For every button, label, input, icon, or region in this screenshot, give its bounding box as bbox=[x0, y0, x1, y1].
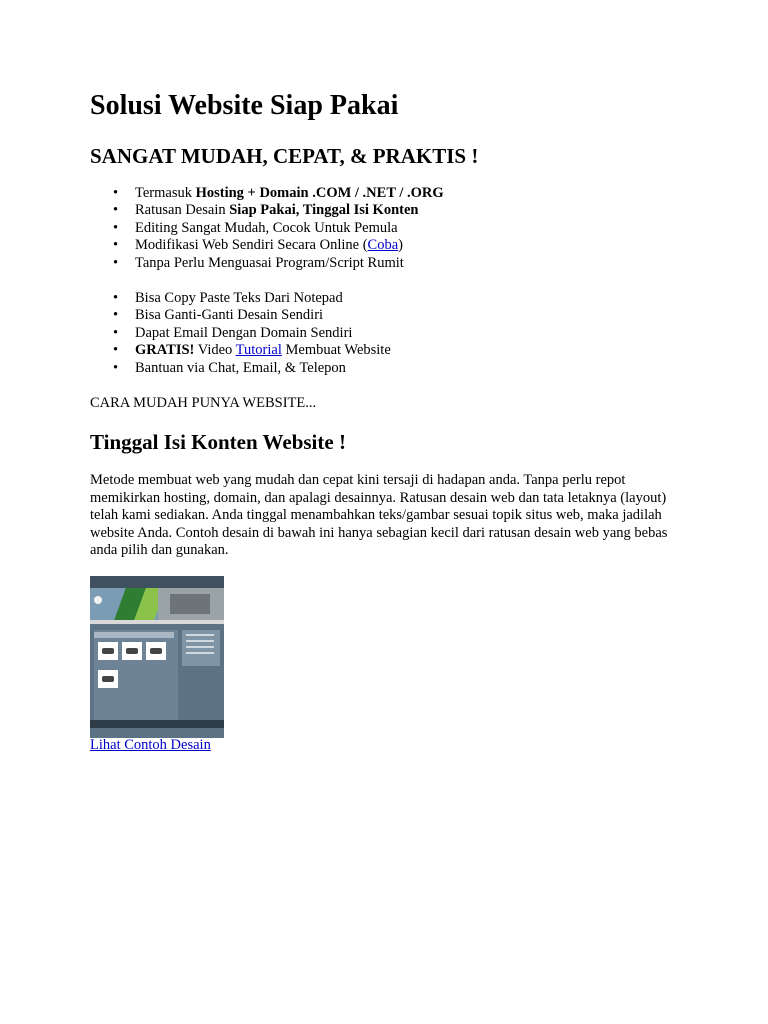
list-item-text: Bisa Copy Paste Teks Dari Notepad bbox=[135, 290, 343, 306]
list-item-text: Editing Sangat Mudah, Cocok Untuk Pemula bbox=[135, 219, 398, 236]
list-item-bold: GRATIS! bbox=[135, 342, 195, 359]
list-item-text: Membuat Website bbox=[281, 342, 391, 359]
page-title: Solusi Website Siap Pakai bbox=[90, 90, 399, 121]
thumbnail-product bbox=[146, 642, 166, 660]
body-paragraph: Metode membuat web yang mudah dan cepat kini tersaji di hadapan anda. Tanpa perlu repot memikirkan hosting, domain, dan apalagi desainnya. Ratusan desain web dan tata letaknya (layout) telah kami sediakan. Anda tinggal menambahkan teks/gambar sesuai topik situs web, maka jadilah website Anda. Contoh desain di bawah ini hanya sebagian kecil dari ratusan desain web yang bebas anda pilih dan gunakan. bbox=[90, 472, 668, 558]
list-item-text: Modifikasi Web Sendiri Secara Online ( bbox=[135, 237, 368, 254]
features-list-1 bbox=[90, 185, 444, 272]
features-list-2 bbox=[90, 290, 391, 377]
thumbnail-product bbox=[98, 642, 118, 660]
list-item-bold: Hosting + Domain .COM / .NET / .ORG bbox=[195, 185, 444, 201]
thumbnail-logo bbox=[94, 596, 102, 604]
lihat-contoh-desain-link[interactable]: Lihat Contoh Desain bbox=[90, 737, 211, 753]
thumbnail-photo-detail bbox=[170, 594, 210, 614]
list-item-text: ) bbox=[398, 237, 403, 254]
cara-text: CARA MUDAH PUNYA WEBSITE... bbox=[90, 395, 317, 411]
section-title: Tinggal Isi Konten Website ! bbox=[90, 430, 346, 454]
caption bbox=[90, 737, 211, 754]
list-item-text: Termasuk bbox=[135, 185, 196, 201]
list-item-text: Ratusan Desain bbox=[135, 202, 230, 219]
list-item-text: Bantuan via Chat, Email, & Telepon bbox=[135, 359, 346, 376]
thumbnail-sidebar-line bbox=[186, 640, 214, 642]
list-item-text: Tanpa Perlu Menguasai Program/Script Rumit bbox=[135, 254, 404, 271]
list-item bbox=[90, 360, 391, 377]
thumbnail-sidebar-line bbox=[186, 634, 214, 636]
list-item bbox=[90, 290, 391, 307]
tutorial-link[interactable]: Tutorial bbox=[235, 342, 282, 359]
list-item bbox=[90, 237, 444, 254]
list-item-text: Bisa Ganti-Ganti Desain Sendiri bbox=[135, 307, 324, 324]
page-subtitle: SANGAT MUDAH, CEPAT, & PRAKTIS ! bbox=[90, 144, 479, 168]
list-item bbox=[90, 307, 391, 324]
thumbnail-nav bbox=[90, 620, 224, 624]
thumbnail-sidebar-line bbox=[186, 652, 214, 654]
thumbnail-sidebar-line bbox=[186, 646, 214, 648]
list-item-text: Video bbox=[194, 342, 236, 359]
thumbnail-topbar bbox=[90, 576, 224, 588]
thumbnail-content-header bbox=[94, 632, 174, 638]
thumbnail-product bbox=[98, 670, 118, 688]
thumbnail-footer bbox=[90, 720, 224, 728]
design-thumbnail-image[interactable] bbox=[90, 576, 224, 738]
thumbnail-product bbox=[122, 642, 142, 660]
list-item-bold: Siap Pakai, Tinggal Isi Konten bbox=[229, 202, 419, 219]
list-item bbox=[90, 342, 391, 359]
list-item bbox=[90, 325, 391, 342]
list-item bbox=[90, 220, 444, 237]
list-item bbox=[90, 255, 444, 272]
list-item bbox=[90, 202, 444, 219]
list-item-text: Dapat Email Dengan Domain Sendiri bbox=[135, 324, 353, 341]
list-item bbox=[90, 185, 444, 202]
coba-link[interactable]: Coba bbox=[367, 237, 399, 254]
